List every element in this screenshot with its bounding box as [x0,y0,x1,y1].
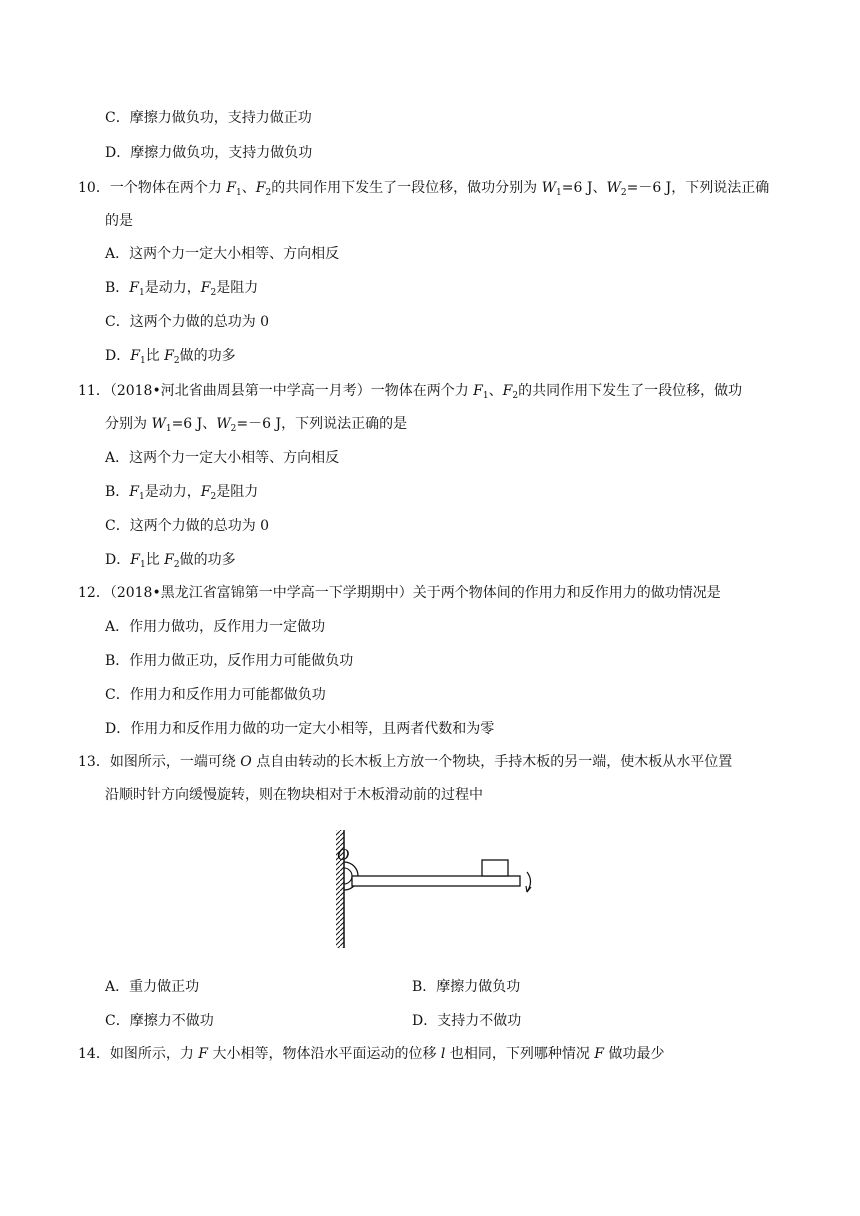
q12-option-d: D．作用力和反作用力做的功一定大小相等，且两者代数和为零 [105,721,495,737]
question-number: 11． [78,383,110,399]
q11-stem: 11．（2018•河北省曲周县第一中学高一月考）一物体在两个力 $F_1$、$F_2$的共同作用下发生了一段位移，做功 [78,383,743,401]
q14-stem: 14．如图所示，力 F 大小相等，物体沿水平面运动的位移 l 也相同，下列哪种情况 F 做功最少 [78,1046,665,1062]
q13-option-a: A．重力做正功 [105,979,200,995]
q11-option-b: B．$F_1$是动力，$F_2$是阻力 [105,484,259,502]
q11-option-c: C．这两个力做的总功为 0 [105,518,270,534]
q11-stem-line2: 分别为 $W_1=6$ J、$W_2=-6$ J，下列说法正确的是 [105,416,408,434]
q10-option-d: D．$F_1$比 $F_2$做的功多 [105,348,236,366]
q12-option-c: C．作用力和反作用力可能都做负功 [105,687,326,703]
q9-option-c: C．摩擦力做负功，支持力做正功 [105,110,312,126]
wooden-board [352,876,520,886]
q10-stem: 10．一个物体在两个力 $F_1$、$F_2$的共同作用下发生了一段位移，做功分别为 $W_1=6$ J、$W_2=-6$ J，下列说法正确 [78,180,770,198]
board-diagram [330,826,550,954]
question-number: 14． [78,1046,110,1062]
q13-stem-line2: 沿顺时针方向缓慢旋转，则在物块相对于木板滑动前的过程中 [105,787,483,803]
q12-stem: 12．（2018•黑龙江省富锦第一中学高一下学期期中）关于两个物体间的作用力和反作用力的做功情况是 [78,585,721,601]
question-number: 10． [78,180,110,196]
q13-option-c: C．摩擦力不做功 [105,1013,214,1029]
q10-option-c: C．这两个力做的总功为 0 [105,314,270,330]
q13-option-d: D．支持力不做功 [412,1013,522,1029]
q13-figure [330,826,550,954]
q10-option-a: A．这两个力一定大小相等、方向相反 [105,246,340,262]
pivot-label: O [337,845,350,864]
question-number: 12． [78,585,110,601]
q9-option-d: D．摩擦力做负功，支持力做负功 [105,145,313,161]
q10-stem-line2: 的是 [105,213,133,229]
q12-option-a: A．作用力做功，反作用力一定做功 [105,619,326,635]
q13-option-b: B．摩擦力做负功 [412,979,521,995]
question-number: 13． [78,754,110,770]
q11-option-a: A．这两个力一定大小相等、方向相反 [105,450,340,466]
q13-stem: 13．如图所示，一端可绕 O 点自由转动的长木板上方放一个物块，手持木板的另一端，使木板从水平位置 [78,754,733,770]
q10-option-b: B．$F_1$是动力，$F_2$是阻力 [105,280,259,298]
q11-option-d: D．$F_1$比 $F_2$做的功多 [105,552,236,570]
q12-option-b: B．作用力做正功，反作用力可能做负功 [105,653,354,669]
block [482,860,508,876]
